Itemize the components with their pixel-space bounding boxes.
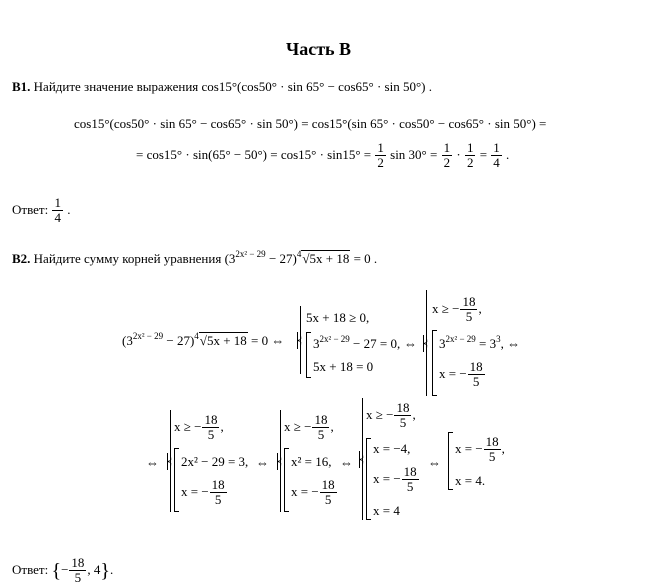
comma: , [478, 300, 482, 316]
fraction-half: $\frac{1}{2}$ [466, 140, 474, 171]
radicand: 5x + 18 [206, 333, 247, 348]
comma: , [330, 418, 334, 434]
sys6-line1 [455, 435, 505, 465]
fraction-half: $\frac{1}{2}$ [377, 140, 384, 171]
b1-expression: cos15°(cos50° · sin 65° − cos65° · sin 50°) . [201, 79, 432, 94]
fraction-half: $\frac{1}{2}$ [443, 140, 451, 171]
equiv-arrow: ⇔ [428, 455, 441, 470]
equals: = [479, 146, 488, 162]
fraction: $\frac{18}{5}$ [314, 412, 328, 443]
sys5-line4: x = 4 [373, 503, 400, 518]
fraction-quarter: $\frac{1}{4}$ [493, 140, 500, 171]
sys3-line2: 2x² − 29 = 3, [181, 454, 249, 469]
sys3-line1 [174, 413, 224, 443]
sys5-line1 [366, 401, 416, 431]
sys6-line2: x = 4. [455, 473, 486, 488]
eq: x = − [455, 440, 483, 456]
brace-close: } [100, 559, 111, 582]
b1-line2-text: = cos15° · sin(65° − 50°) = cos15° · sin15° = [136, 146, 372, 162]
eq: x = − [373, 470, 401, 486]
equiv-arrow: ⇔ [404, 336, 417, 351]
eq: x = − [291, 483, 319, 499]
radical: √5x + 18 [302, 251, 350, 266]
sys4-line3 [291, 478, 338, 508]
bracket-sys5 [366, 438, 371, 520]
sys4-line1 [284, 413, 334, 443]
fraction: $\frac{18}{5}$ [211, 477, 225, 508]
brace-open: { [51, 559, 62, 582]
eq-part: − 27) [163, 333, 195, 348]
exponent: 2x² − 29 [132, 331, 164, 341]
dot: · [456, 146, 461, 162]
minus: − [61, 561, 69, 577]
b2-equation [122, 331, 285, 348]
comma: , [412, 406, 416, 422]
period: . [67, 201, 71, 217]
b2-label: В2. [12, 251, 31, 266]
brace-system1 [300, 306, 301, 374]
comma: , [220, 418, 224, 434]
exponent: 2x² − 29 [445, 334, 476, 344]
fraction: $\frac{18}{5}$ [485, 434, 499, 465]
base: 3 [439, 336, 446, 351]
fraction: $\frac{18}{5}$ [321, 477, 335, 508]
ineq: x ≥ − [174, 418, 202, 434]
answer-fraction: $\frac{1}{4}$ [54, 195, 61, 226]
sin30-text: sin 30° = [390, 146, 438, 162]
ineq: x ≥ − [366, 406, 394, 422]
ineq: x ≥ − [432, 300, 460, 316]
fraction: $\frac{18}{5}$ [71, 555, 85, 586]
answer-value: , 4 [87, 561, 101, 577]
b1-answer [12, 196, 70, 226]
b1-solution-line2 [136, 141, 509, 171]
b2-task [12, 249, 378, 266]
brace-system2 [426, 290, 427, 396]
eq-part: (3 [224, 251, 236, 266]
fraction: $\frac{18}{5}$ [469, 359, 483, 390]
radicand: 5x + 18 [309, 251, 350, 266]
eq: x = − [439, 365, 467, 381]
period: . [506, 146, 510, 162]
sys4-line2: x² = 16, [291, 454, 332, 469]
eq-part: − 27) [265, 251, 297, 266]
fraction: $\frac{18}{5}$ [403, 464, 417, 495]
b2-answer [12, 556, 113, 586]
sys3-line3 [181, 478, 228, 508]
brace-system4 [280, 410, 281, 512]
b1-task-text: Найдите значение выражения [33, 79, 199, 94]
bracket-sys3 [174, 448, 179, 512]
sys1-line1: 5x + 18 ≥ 0, [306, 310, 370, 325]
b1-task [12, 80, 432, 93]
eq-part: (3 [122, 333, 133, 348]
eq-part: , ⇔ [500, 336, 521, 351]
brace-system3 [170, 410, 171, 512]
sys2-line2 [439, 334, 521, 351]
sys1-line3: 5x + 18 = 0 [313, 359, 374, 374]
power: 3 [496, 334, 501, 344]
fraction: $\frac{18}{5}$ [396, 400, 410, 431]
sys2-line1 [432, 295, 482, 325]
comma: , [501, 440, 505, 456]
eq-part: = 0 . [350, 251, 378, 266]
answer-label: Ответ: [12, 201, 49, 217]
period: . [110, 561, 114, 577]
bracket-sys1 [306, 332, 311, 378]
b2-task-text: Найдите сумму корней уравнения [33, 251, 222, 266]
eq-part: = 3 [475, 336, 497, 351]
eq-part: − 27 = 0, [349, 336, 401, 351]
sys2-line3 [439, 360, 486, 390]
root-index: 4 [194, 331, 199, 341]
bracket-sys4 [284, 448, 289, 512]
sys5-line2: x = −4, [373, 441, 411, 456]
exponent: 2x² − 29 [235, 249, 266, 259]
radical: √5x + 18 [199, 333, 247, 348]
equiv-arrow: ⇔ [146, 455, 159, 470]
answer-label: Ответ: [12, 561, 49, 577]
base: 3 [313, 336, 320, 351]
sys1-line2 [313, 334, 401, 351]
eq: x = − [181, 483, 209, 499]
equiv-arrow: ⇔ [256, 455, 269, 470]
page-title: Часть В [286, 39, 352, 59]
fraction: $\frac{18}{5}$ [462, 294, 476, 325]
eq-part: = 0 ⇔ [247, 333, 285, 348]
b1-label: В1. [12, 79, 31, 94]
root-index: 4 [296, 249, 302, 259]
equiv-arrow: ⇔ [340, 455, 353, 470]
brace-system5 [362, 398, 363, 520]
bracket-sys2 [432, 330, 437, 396]
fraction: $\frac{18}{5}$ [204, 412, 218, 443]
sys5-line3 [373, 465, 420, 495]
bracket-sys6 [448, 432, 453, 490]
exponent: 2x² − 29 [319, 334, 350, 344]
ineq: x ≥ − [284, 418, 312, 434]
b1-solution-line1: cos15°(cos50° · sin 65° − cos65° · sin 50°) = cos15°(sin 65° · cos50° − cos65° · sin 50°) = [74, 116, 547, 131]
